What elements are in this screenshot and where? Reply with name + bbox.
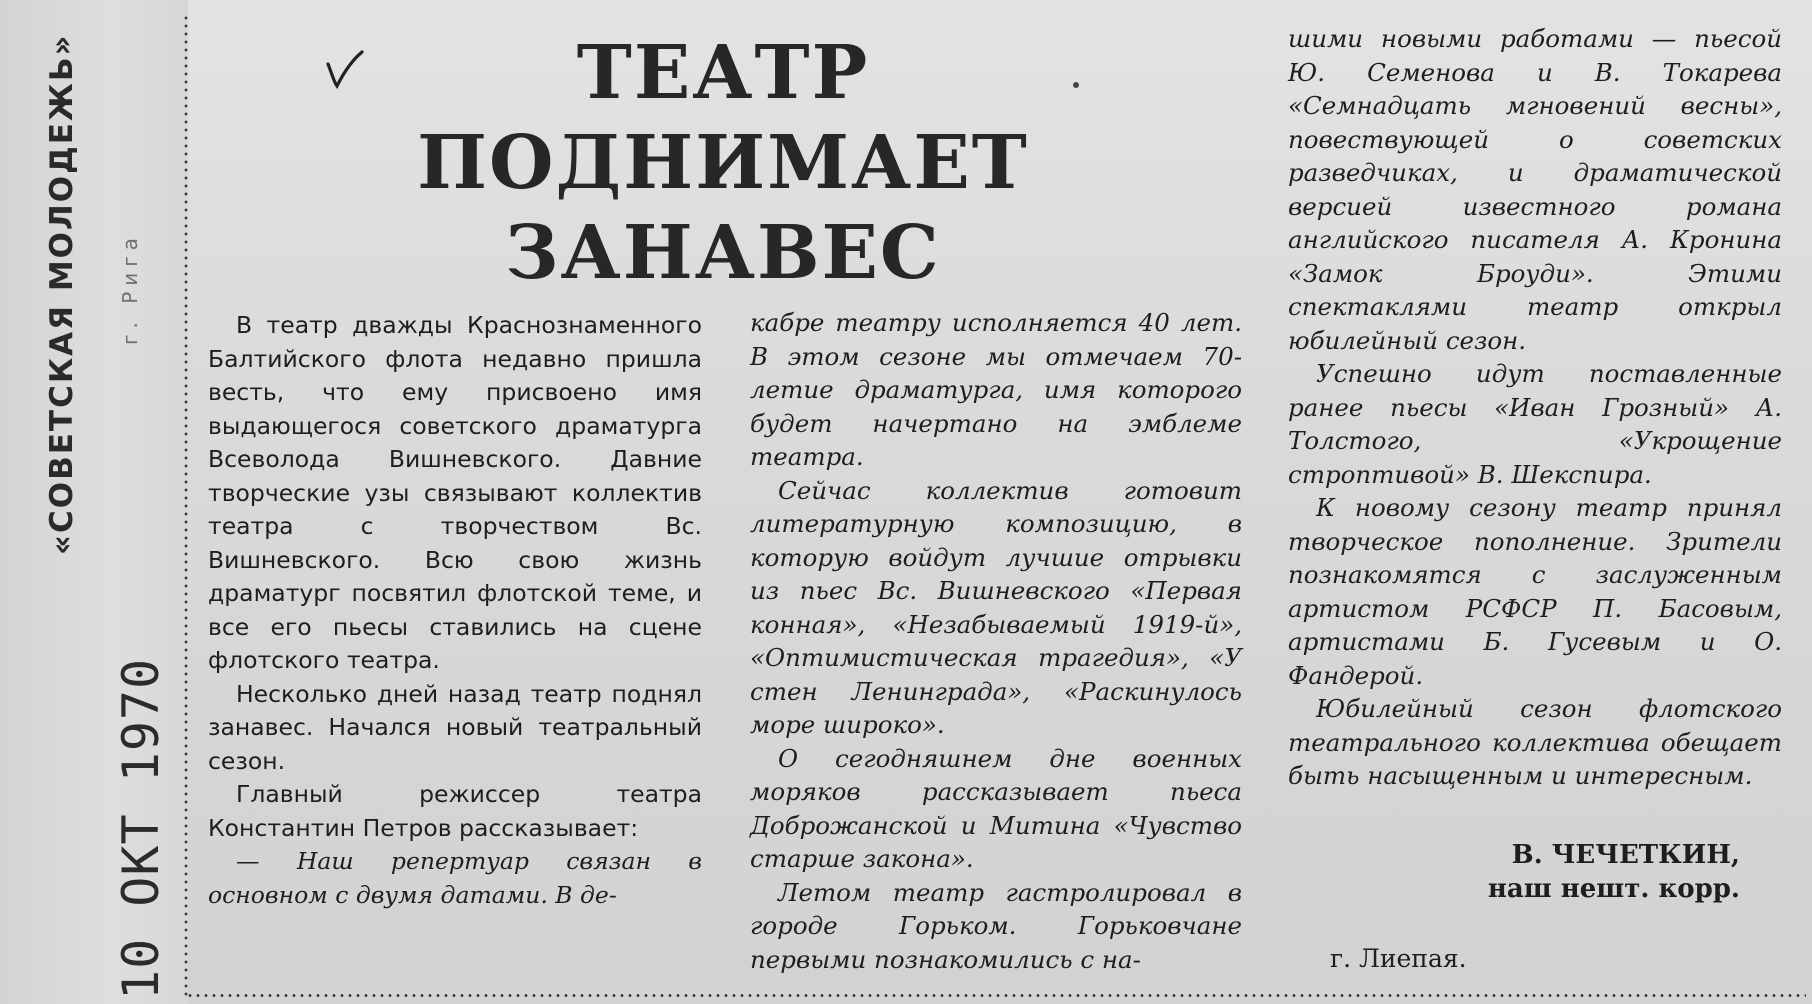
newspaper-city: г. Рига [118, 231, 142, 345]
perforation-vertical [184, 14, 188, 998]
paragraph: шими новыми работами — пьесой Ю. Семенова и В. Токарева «Семнадцать мгновений весны», повествующей о советских разведчиках, и драматической версией известного романа английского писателя А. Кронина «Замок Броуди». Этими спектаклями театр открыл юбилейный сезон. [1288, 24, 1782, 355]
article-column-1 [208, 309, 702, 912]
byline-name: В. ЧЕЧЕТКИН, [1511, 840, 1740, 870]
headline-line: ТЕАТР [576, 30, 870, 116]
article-column-2 [750, 306, 1242, 976]
byline [1440, 838, 1740, 906]
paragraph: кабре театру исполняется 40 лет. В этом сезоне мы отмечаем 70-летие драматурга, имя которого будет начертано на эмблеме театра. [750, 308, 1242, 471]
dateline-place: г. Лиепая. [1330, 944, 1467, 973]
perforation-horizontal [186, 993, 1806, 998]
byline-role: наш нешт. корр. [1487, 874, 1740, 904]
headline-line: ЗАНАВЕС [505, 210, 941, 296]
paragraph: О сегодняшнем дне военных моряков рассказывает пьеса Доброжанской и Митина «Чувство старше закона». [750, 743, 1242, 873]
paragraph: В театр дважды Краснознаменного Балтийского флота недавно пришла весть, что ему присвоено имя выдающегося советского драматурга Всеволода Вишневского. Давние творческие узы связывают коллектив театра с творчеством Вс. Вишневского. Всю свою жизнь драматург посвятил флотской теме, и все его пьесы ставились на сцене флотского театра. [208, 311, 702, 674]
paragraph: Успешно идут поставленные ранее пьесы «Иван Грозный» А. Толстого, «Укрощение строптивой» В. Шекспира. [1288, 359, 1782, 489]
check-mark-icon [324, 46, 366, 92]
headline-line: ПОДНИМАЕТ [417, 120, 1029, 206]
article-column-3 [1288, 22, 1782, 793]
paragraph: Летом театр гастролировал в городе Горьком. Горьковчане первыми познакомились с на- [750, 877, 1242, 974]
article-headline [408, 28, 1038, 298]
paragraph: Сейчас коллектив готовит литературную композицию, в которую войдут лучшие отрывки из пьес Вс. Вишневского «Первая конная», «Незабываемый 1919-й», «Оптимистическая трагедия», «У стен Ленинграда», «Раскинулось море широко». [750, 475, 1242, 739]
print-speck [1073, 82, 1079, 88]
paragraph: К новому сезону театр принял творческое пополнение. Зрители познакомятся с заслуженным артистом РСФСР П. Басовым, артистами Б. Гусевым и О. Фандерой. [1288, 493, 1782, 690]
paragraph: Главный режиссер театра Константин Петров рассказывает: [208, 780, 702, 842]
paragraph: Несколько дней назад театр поднял занавес. Начался новый театральный сезон. [208, 679, 702, 775]
date-stamp: 10 ОКТ 1970 [112, 657, 170, 1000]
paragraph: — Наш репертуар связан в основном с двумя датами. В де- [208, 847, 702, 909]
paragraph: Юбилейный сезон флотского театрального коллектива обещает быть насыщенным и интересным. [1288, 694, 1782, 790]
newspaper-masthead: «СОВЕТСКАЯ МОЛОДЕЖЬ» [44, 33, 80, 555]
